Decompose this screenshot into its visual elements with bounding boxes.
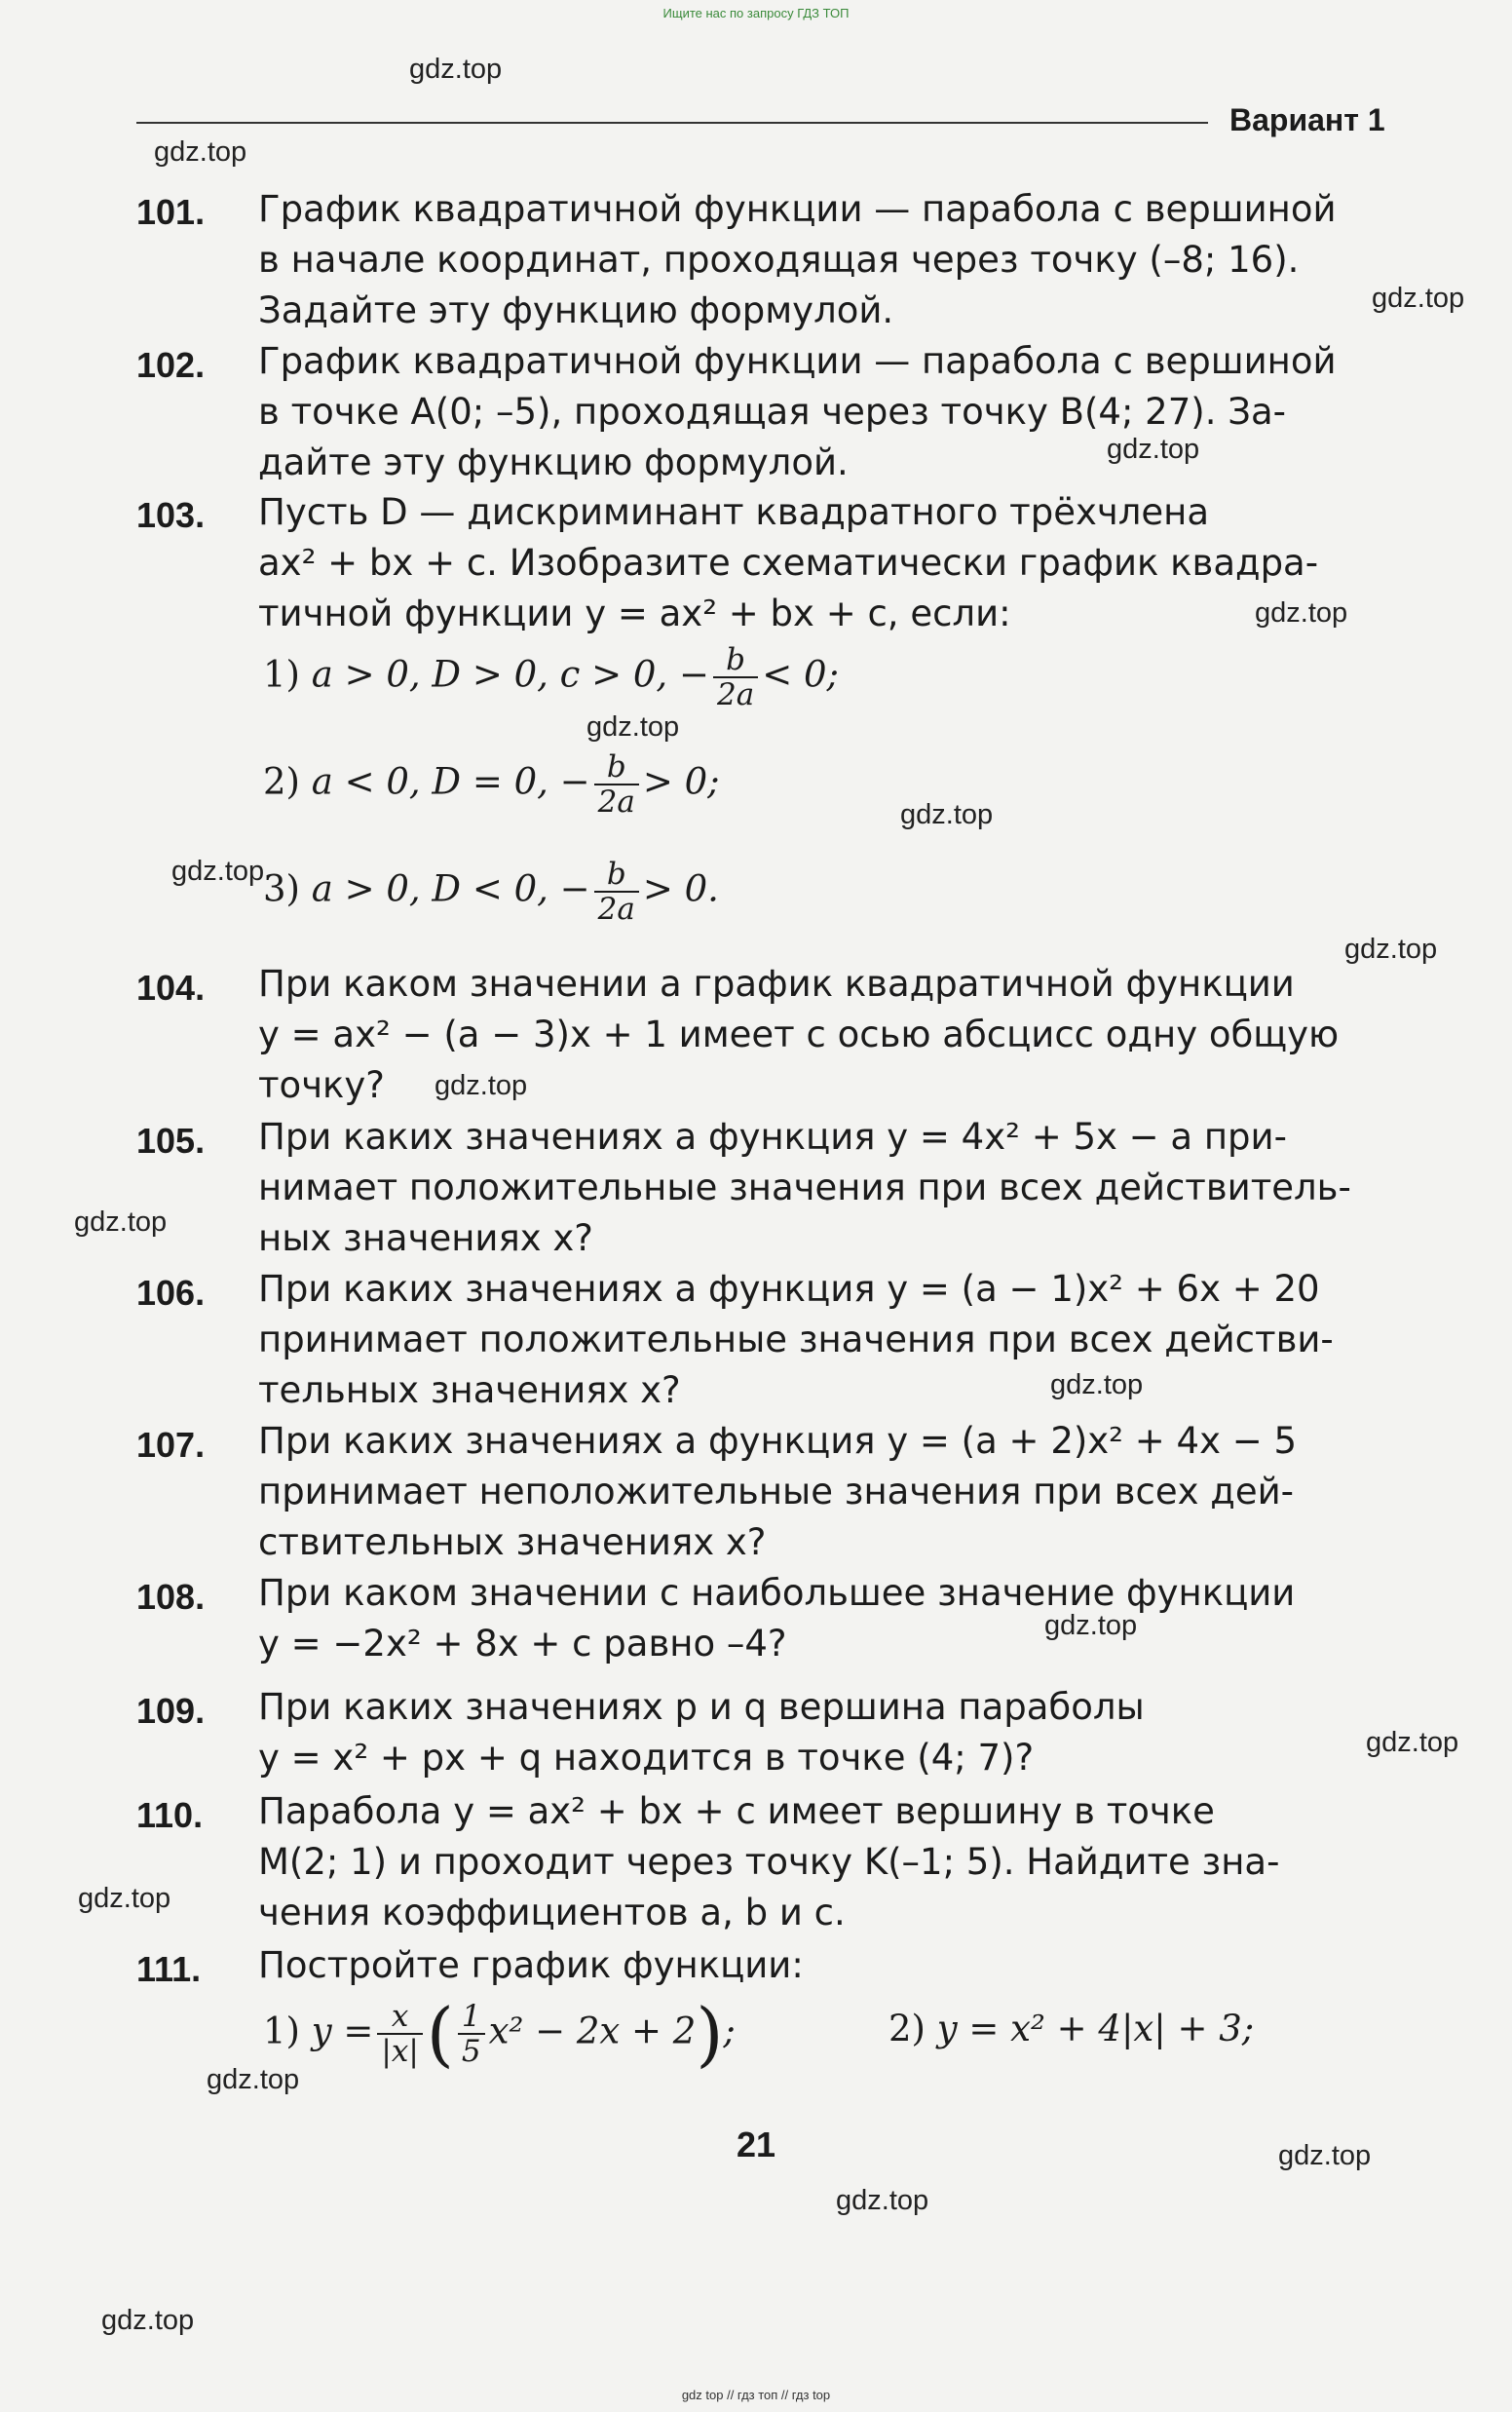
watermark: gdz.top (74, 1206, 168, 1238)
function-expr: ; (723, 2010, 736, 2052)
watermark: gdz.top (435, 1070, 528, 1101)
watermark: gdz.top (1044, 1610, 1138, 1641)
problem-text-line: принимает положительные значения при всех действи- (258, 1319, 1334, 1360)
watermark: gdz.top (1344, 934, 1438, 965)
fraction-denominator: |x| (381, 2034, 419, 2069)
problem-number: 105. (136, 1121, 206, 1161)
fraction-numerator: 1 (458, 2000, 485, 2035)
fraction-numerator: b (713, 643, 758, 678)
problem-text-line: тельных значениях x? (258, 1369, 681, 1411)
watermark: gdz.top (900, 799, 994, 830)
fraction-denominator: 2a (597, 785, 635, 821)
fraction-denominator: 2a (597, 892, 635, 928)
problem-text-line: Пусть D — дискриминант квадратного трёхчлена (258, 491, 1210, 533)
fraction (713, 643, 758, 711)
fraction (377, 2000, 422, 2068)
close-paren: ) (696, 1993, 724, 2075)
problem-text-line: Парабола y = ax² + bx + c имеет вершину в точке (258, 1790, 1215, 1832)
condition-item (263, 750, 720, 819)
watermark: gdz.top (1278, 2140, 1372, 2171)
watermark: gdz.top (1050, 1369, 1144, 1400)
watermark: gdz.top (171, 856, 265, 887)
condition-expr: < 0; (762, 653, 839, 696)
problem-text-line: нимает положительные значения при всех действитель- (258, 1167, 1351, 1208)
problem-text-line: При каком значении a график квадратичной функции (258, 963, 1295, 1005)
problem-number: 110. (136, 1795, 204, 1835)
problem-number: 108. (136, 1577, 206, 1617)
function-expr: x² − 2x + 2 (488, 2010, 697, 2052)
condition-expr: > 0. (642, 867, 719, 910)
problem-number: 103. (136, 495, 206, 535)
watermark: gdz.top (154, 136, 247, 168)
problem-number: 104. (136, 968, 206, 1008)
condition-expr: a > 0, D > 0, c > 0, − (311, 653, 709, 696)
item-label: 3) (263, 867, 300, 910)
problem-text-line: ствительных значениях x? (258, 1521, 767, 1563)
fraction-denominator: 5 (461, 2034, 481, 2069)
problem-text-line: чения коэффициентов a, b и c. (258, 1892, 846, 1933)
watermark: gdz.top (586, 711, 680, 743)
condition-expr: a < 0, D = 0, − (311, 760, 590, 803)
function-item-2 (888, 2008, 1254, 2049)
watermark: gdz.top (1255, 597, 1348, 629)
problem-number: 111. (136, 1949, 202, 1989)
problem-number: 101. (136, 192, 206, 232)
watermark: gdz.top (78, 1883, 171, 1914)
problem-text-line: тичной функции y = ax² + bx + c, если: (258, 593, 1011, 634)
problem-text-line: При каких значениях a функция y = (a + 2)x² + 4x − 5 (258, 1420, 1298, 1462)
problem-text-line: График квадратичной функции — парабола с вершиной (258, 188, 1337, 230)
condition-item (263, 858, 719, 926)
header-rule (136, 122, 1208, 124)
function-expr: y = (311, 2010, 374, 2052)
problem-text-line: При каких значениях a функция y = 4x² + 5x − a при- (258, 1116, 1287, 1158)
problem-text-line: точку? (258, 1064, 385, 1106)
problem-text-line: ных значениях x? (258, 1217, 593, 1259)
item-label: 1) (263, 653, 300, 696)
watermark: gdz.top (1107, 434, 1200, 465)
problem-text-line: Задайте эту функцию формулой. (258, 289, 894, 331)
top-search-note: Ищите нас по запросу ГДЗ ТОП (662, 6, 850, 20)
watermark: gdz.top (207, 2064, 300, 2095)
fraction (594, 750, 639, 819)
item-label: 1) (263, 2010, 300, 2052)
problem-text-line: M(2; 1) и проходит через точку K(–1; 5). Найдите зна- (258, 1841, 1280, 1883)
problem-text-line: Постройте график функции: (258, 1944, 804, 1986)
problem-text-line: График квадратичной функции — парабола с вершиной (258, 340, 1337, 382)
problem-text-line: принимает неположительные значения при всех дей- (258, 1471, 1294, 1512)
watermark: gdz.top (409, 54, 503, 85)
problem-text-line: При каких значениях p и q вершина параболы (258, 1686, 1145, 1728)
variant-heading: Вариант 1 (1229, 102, 1385, 137)
problem-text-line: y = −2x² + 8x + c равно –4? (258, 1623, 787, 1665)
footer-note: gdz top // гдз топ // гдз top (681, 2388, 831, 2402)
condition-expr: a > 0, D < 0, − (311, 867, 590, 910)
watermark: gdz.top (101, 2305, 195, 2336)
problem-text-line: в точке A(0; –5), проходящая через точку B(4; 27). За- (258, 391, 1286, 433)
problem-number: 102. (136, 345, 206, 385)
condition-expr: > 0; (642, 760, 720, 803)
fraction-numerator: b (594, 750, 639, 785)
watermark: gdz.top (836, 2185, 929, 2216)
fraction-denominator: 2a (716, 677, 755, 713)
problem-text-line: дайте эту функцию формулой. (258, 441, 849, 483)
item-label: 2) (263, 760, 300, 803)
fraction (458, 2000, 485, 2068)
problem-number: 107. (136, 1425, 206, 1465)
watermark: gdz.top (1366, 1727, 1459, 1758)
page-number: 21 (736, 2125, 776, 2164)
fraction-numerator: x (377, 2000, 422, 2035)
watermark: gdz.top (1372, 283, 1465, 314)
item-label: 2) (888, 2008, 926, 2049)
fraction (594, 858, 639, 926)
function-item-1 (263, 1993, 736, 2075)
problem-number: 106. (136, 1273, 206, 1313)
problem-text-line: ax² + bx + c. Изобразите схематически график квадра- (258, 542, 1319, 584)
problem-text-line: y = x² + px + q находится в точке (4; 7)? (258, 1737, 1035, 1779)
problem-text-line: При каких значениях a функция y = (a − 1)x² + 6x + 20 (258, 1268, 1320, 1310)
problem-text-line: в начале координат, проходящая через точку (–8; 16). (258, 239, 1300, 281)
open-paren: ( (426, 1993, 454, 2075)
function-expr: y = x² + 4|x| + 3; (936, 2008, 1255, 2049)
fraction-numerator: b (594, 858, 639, 893)
condition-item (263, 643, 839, 711)
problem-text-line: y = ax² − (a − 3)x + 1 имеет с осью абсцисс одну общую (258, 1014, 1340, 1055)
problem-text-line: При каком значении c наибольшее значение функции (258, 1572, 1296, 1614)
problem-number: 109. (136, 1691, 206, 1731)
